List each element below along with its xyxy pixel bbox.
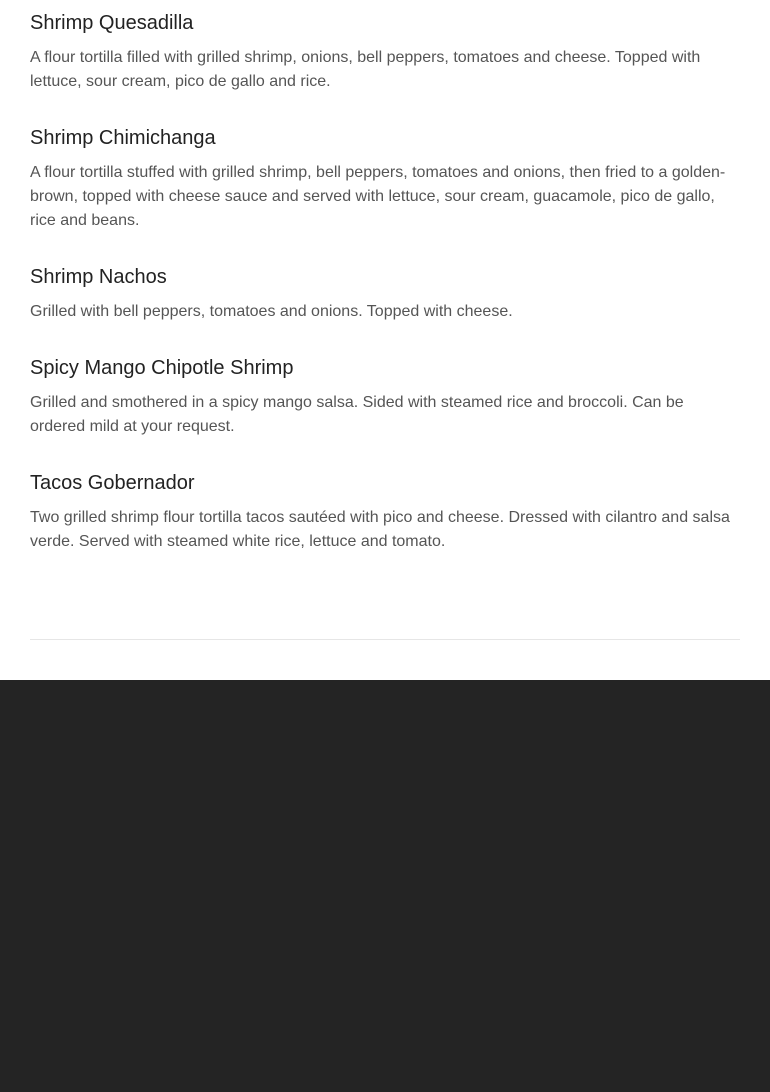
menu-item-title: Shrimp Chimichanga (30, 127, 216, 149)
menu-item-description: A flour tortilla stuffed with grilled shrimp, bell peppers, tomatoes and onions, then fried to a golden-brown, topped with cheese sauce and served with lettuce, sour cream, guacamole, pico de gallo, rice and beans. (30, 164, 726, 229)
menu-item (30, 356, 740, 439)
menu-item (30, 11, 740, 94)
section-divider (30, 639, 740, 640)
menu-item-description: Grilled with bell peppers, tomatoes and onions. Topped with cheese. (30, 303, 513, 320)
menu-item-description: A flour tortilla filled with grilled shrimp, onions, bell peppers, tomatoes and cheese. Topped with lettuce, sour cream, pico de gallo and rice. (30, 49, 701, 90)
page-footer (0, 680, 770, 1092)
menu-list (30, 0, 740, 554)
menu-item-title: Shrimp Quesadilla (30, 12, 194, 34)
menu-item (30, 265, 740, 324)
menu-item (30, 471, 740, 554)
menu-item (30, 126, 740, 233)
menu-item-title: Tacos Gobernador (30, 472, 195, 494)
menu-item-description: Two grilled shrimp flour tortilla tacos sautéed with pico and cheese. Dressed with cilantro and salsa verde. Served with steamed white rice, lettuce and tomato. (30, 509, 730, 550)
menu-item-title: Shrimp Nachos (30, 266, 167, 288)
menu-item-title: Spicy Mango Chipotle Shrimp (30, 357, 294, 379)
menu-item-description: Grilled and smothered in a spicy mango salsa. Sided with steamed rice and broccoli. Can be ordered mild at your request. (30, 394, 684, 435)
